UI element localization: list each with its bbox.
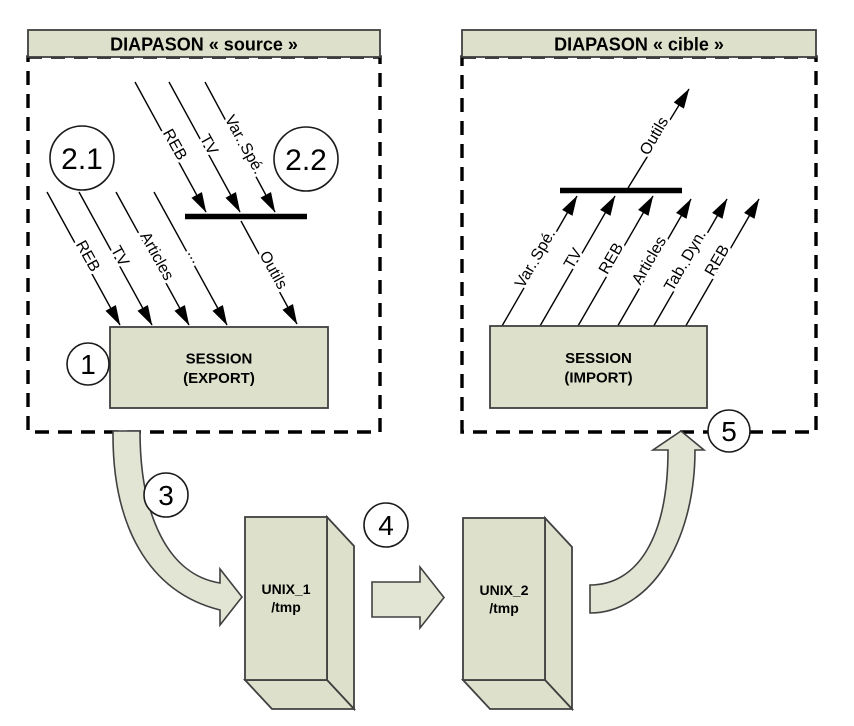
session-export-subtitle: (EXPORT)	[183, 369, 255, 387]
step-circle-5-label: 5	[721, 416, 737, 448]
target-arrow-label: TV	[561, 245, 587, 272]
curved-arrow-step3	[113, 431, 242, 625]
session-export-title: SESSION	[185, 350, 253, 368]
session-export-box	[110, 327, 328, 408]
source-lower-arrow-label: Articles	[136, 229, 177, 284]
unix1-path: /tmp	[271, 598, 301, 615]
step-circle-2-1-label: 2.1	[61, 142, 103, 176]
step-circle-4-label: 4	[378, 510, 394, 542]
target-arrow-label: Tab. Dyn.	[661, 227, 710, 295]
target-arrow-label: Articles	[629, 233, 671, 288]
source-lower-arrow-label: ...	[183, 246, 206, 267]
unix2-cube-side	[545, 518, 572, 709]
source-upper-arrow-label: Var. Spé.	[220, 112, 268, 178]
unix1-cube-side	[327, 517, 354, 709]
session-import-box	[490, 326, 707, 408]
target-arrow-label: Var. Spé.	[512, 226, 560, 291]
step-circle-1-label: 1	[80, 349, 96, 381]
target-header-title: DIAPASON « cible »	[554, 34, 724, 55]
source-upper-arrow-label: REB	[159, 126, 190, 164]
session-import-title: SESSION	[565, 349, 632, 367]
target-arrow-label: REB	[596, 240, 628, 278]
curved-arrow-step5	[590, 431, 704, 613]
unix2-title: UNIX_2	[479, 581, 529, 598]
session-import-subtitle: (IMPORT)	[564, 369, 633, 387]
unix2-path: /tmp	[489, 599, 519, 616]
step-circle-3-label: 3	[158, 480, 174, 512]
unix1-title: UNIX_1	[261, 580, 311, 597]
source-lower-arrow-label: REB	[72, 237, 103, 275]
source-outils-label: Outils	[255, 248, 291, 293]
source-header-title: DIAPASON « source »	[110, 34, 298, 55]
source-lower-arrow-label: TV	[107, 243, 132, 270]
block-arrow-step4	[372, 567, 444, 628]
target-outils-label: Outils	[637, 114, 673, 159]
source-upper-arrow-label: TV	[196, 131, 221, 158]
step-circle-2-2-label: 2.2	[285, 143, 327, 177]
target-arrow-label: REB	[702, 242, 734, 280]
